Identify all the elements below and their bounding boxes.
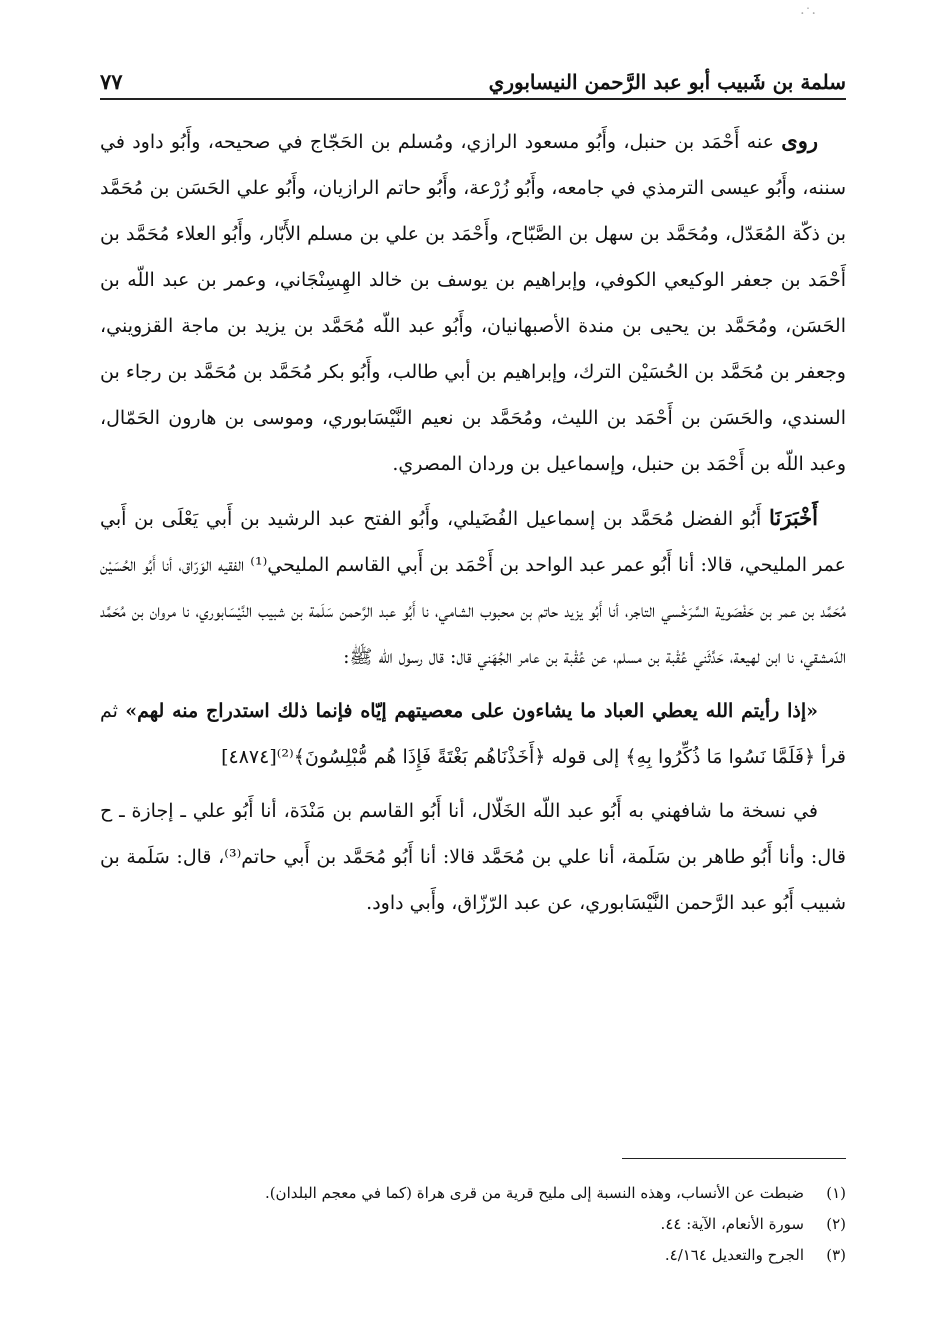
scan-mark: ·˙· [800,6,816,22]
page-number: ٧٧ [100,69,123,94]
footnote-number: (٢) [826,1215,846,1233]
footnote-text: الجرح والتعديل ٤/١٦٤. [664,1246,804,1264]
footnotes [100,1178,846,1271]
paragraph-text: ثم قرأ ﴿فَلَمَّا نَسُوا مَا ذُكِّرُوا بِهِ﴾ إلى قوله ﴿أَخَذْنَاهُم بَغْتَةً فَإِذَا هُم مُّبْلِسُونَ﴾⁽²⁾[٤٨٧٤] [100,700,846,768]
paragraph-text: عنه أَحْمَد بن حنبل، وأَبُو مسعود الرازي، ومُسلم بن الحَجّاج في صحيحه، وأَبُو داود في سننه، وأَبُو عيسى الترمذي في جامعه، وأَبُو زُرْعة، وأَبُو حاتم الرازيان، وأَبُو علي الحَسَن بن مُحَمَّد بن ذكّة المُعَدّل، ومُحَمَّد بن سهل بن الصَّبّاح، وأَحْمَد بن علي بن مسلم الأَبّار، وأَبُو العلاء مُحَمَّد بن أَحْمَد بن جعفر الوكيعي الكوفي، وإبراهيم بن يوسف بن خالد الهِسِنْجَاني، وعمر بن عبد اللّه بن الحَسَن، ومُحَمَّد بن يحيى بن مندة الأصبهانيان، وأَبُو عبد اللّه مُحَمَّد بن يزيد بن ماجة القزويني، وجعفر بن مُحَمَّد بن الحُسَيْن الترك، وإبراهيم بن أبي طالب، وأَبُو بكر مُحَمَّد بن مُحَمَّد بن رجاء بن السندي، والحَسَن بن أَحْمَد بن الليث، ومُحَمَّد بن نعيم النَّيْسَابوري، وموسى بن هارون الحَمّال، وعبد اللّه بن أَحْمَد بن حنبل، وإسماعيل بن وردان المصري. [100,131,846,475]
paragraph-narrators [100,118,846,487]
page-header [100,54,846,100]
lead-word: روى [781,128,818,153]
paragraph-hadith [100,688,846,780]
paragraph-nuskha [100,788,846,926]
lead-word: أَخْبَرَنَا [769,505,818,530]
footnote-number: (٣) [826,1246,846,1264]
footnote [100,1209,846,1240]
footnote-text: سورة الأنعام، الآية: ٤٤. [660,1215,804,1233]
footnote [100,1240,846,1271]
hadith-text: «إذا رأيتم الله يعطي العباد ما يشاءون على معصيتهم إيّاه فإنما ذلك استدراج منه لهم» [125,700,818,722]
footnote-separator [622,1158,846,1159]
main-text [100,118,846,934]
footnote-number: (١) [826,1184,846,1202]
running-head: سلمة بن شَبيب أبو عبد الرَّحمن النيسابوري [488,70,846,94]
paragraph-isnad [100,495,846,680]
paragraph-text: أَبُو الفضل مُحَمَّد بن إسماعيل الفُضَيلي، وأَبُو الفتح عبد الرشيد بن أَبي يَعْلَى بن أَبي عمر المليحي، قالا: أنا أَبُو عمر عبد الواحد بن أَحْمَد بن أَبي القاسم المليحي⁽¹⁾ الفقيه الوَرّاق، أنا أَبُو الحُسَيْن مُحَمَّد بن عمر بن حَفْصَوية السَّرَخْسي التاجر، أنا أَبُو يزيد حاتم بن محبوب الشامي، نا أَبُو عبد الرَّحمن سَلَمة بن شبيب النَّيْسَابوري، نا مروان بن مُحَمَّد الدّمشقي، نا ابن لهيعة، حَدَّثَني عُقْبة بن مسلم، عن عُقْبة بن عامر الجُهَني قال: قال رسول الله ﷺ: [100,508,846,668]
footnote-text: ضبطت عن الأنساب، وهذه النسبة إلى مليح قرية من قرى هراة (كما في معجم البلدان). [264,1184,804,1202]
paragraph-text: في نسخة ما شافهني به أَبُو عبد اللّه الخَلّال، أنا أَبُو القاسم بن مَنْدَة، أنا أَبُو علي ـ إجازة ـ ح قال: وأنا أَبُو طاهر بن سَلَمة، أنا علي بن مُحَمَّد قالا: أنا أَبُو مُحَمَّد بن أَبي حاتم⁽³⁾، قال: سَلَمة بن شبيب أَبُو عبد الرَّحمن النَّيْسَابوري، عن عبد الرّزّاق، وأَبي داود. [100,800,846,914]
footnote [100,1178,846,1209]
